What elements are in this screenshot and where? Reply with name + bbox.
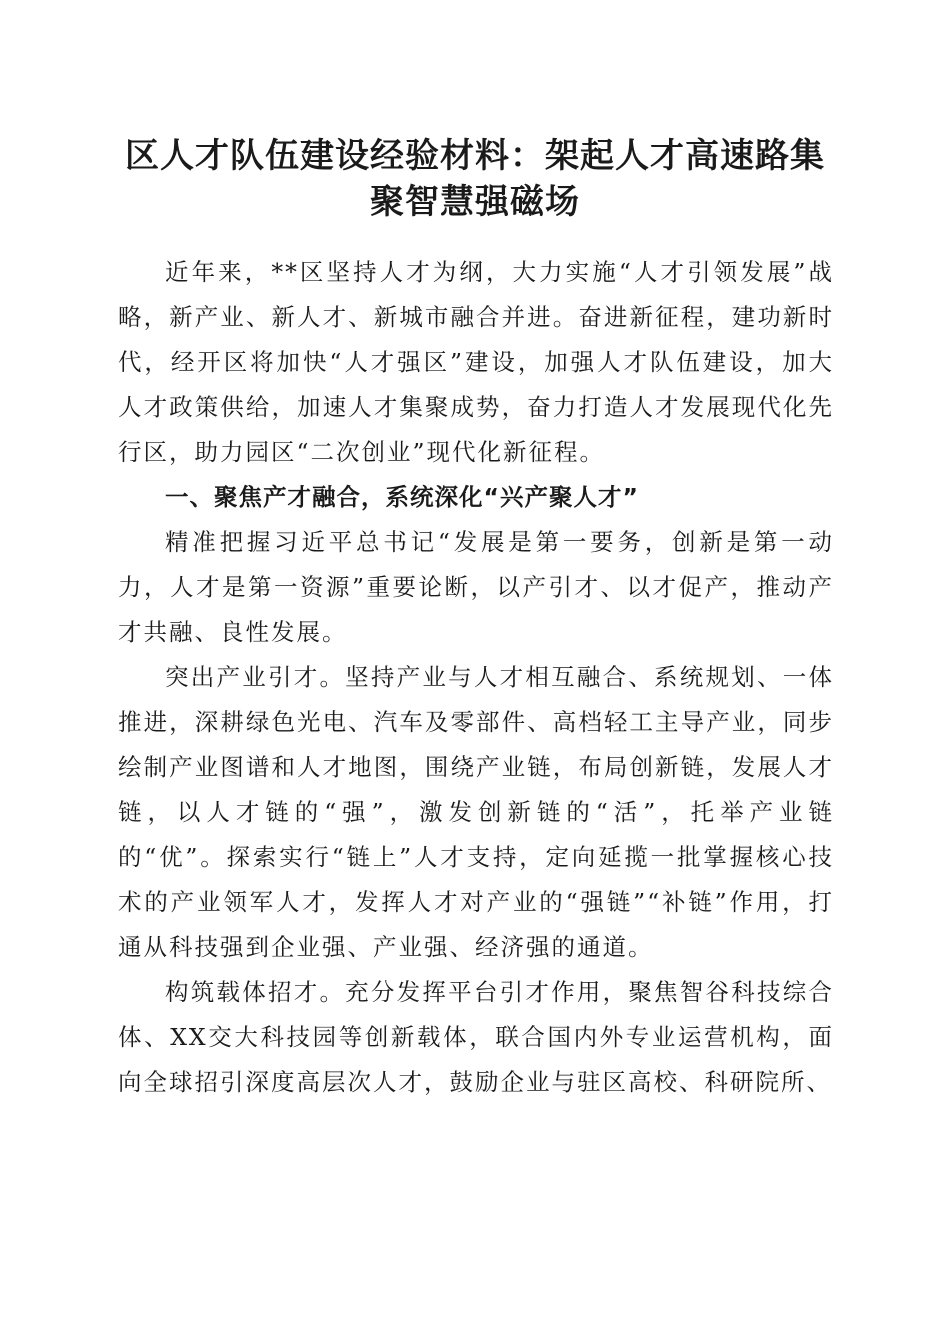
section-1-intro-paragraph: 精准把握习近平总书记“发展是第一要务，创新是第一动力，人才是第一资源”重要论断，以产引才、以才促产，推动产才共融、良性发展。 (118, 528, 834, 646)
document-body (118, 250, 834, 1105)
intro-paragraph: 近年来，**区坚持人才为纲，大力实施“人才引领发展”战略，新产业、新人才、新城市融合并进。奋进新征程，建功新时代，经开区将加快“人才强区”建设，加强人才队伍建设，加大人才政策供给，加速人才集聚成势，奋力打造人才发展现代化先行区，助力园区“二次创业”现代化新征程。 (118, 258, 834, 466)
platform-talent-paragraph: 构筑载体招才。充分发挥平台引才作用，聚焦智谷科技综合体、XX交大科技园等创新载体，联合国内外专业运营机构，面向全球招引深度高层次人才，鼓励企业与驻区高校、科研院所、 (118, 978, 834, 1096)
document-title (100, 133, 850, 225)
industry-talent-paragraph: 突出产业引才。坚持产业与人才相互融合、系统规划、一体推进，深耕绿色光电、汽车及零部件、高档轻工主导产业，同步绘制产业图谱和人才地图，围绕产业链，布局创新链，发展人才链，以人才链的“强”，激发创新链的“活”，托举产业链的“优”。探索实行“链上”人才支持，定向延揽一批掌握核心技术的产业领军人才，发挥人才对产业的“强链”“补链”作用，打通从科技强到企业强、产业强、经济强的通道。 (118, 663, 834, 961)
title-line-1: 区人才队伍建设经验材料：架起人才高速路集 (125, 136, 825, 176)
section-heading-1: 一、聚焦产才融合，系统深化“兴产聚人才” (165, 483, 639, 511)
title-line-2: 聚智慧强磁场 (370, 182, 580, 222)
